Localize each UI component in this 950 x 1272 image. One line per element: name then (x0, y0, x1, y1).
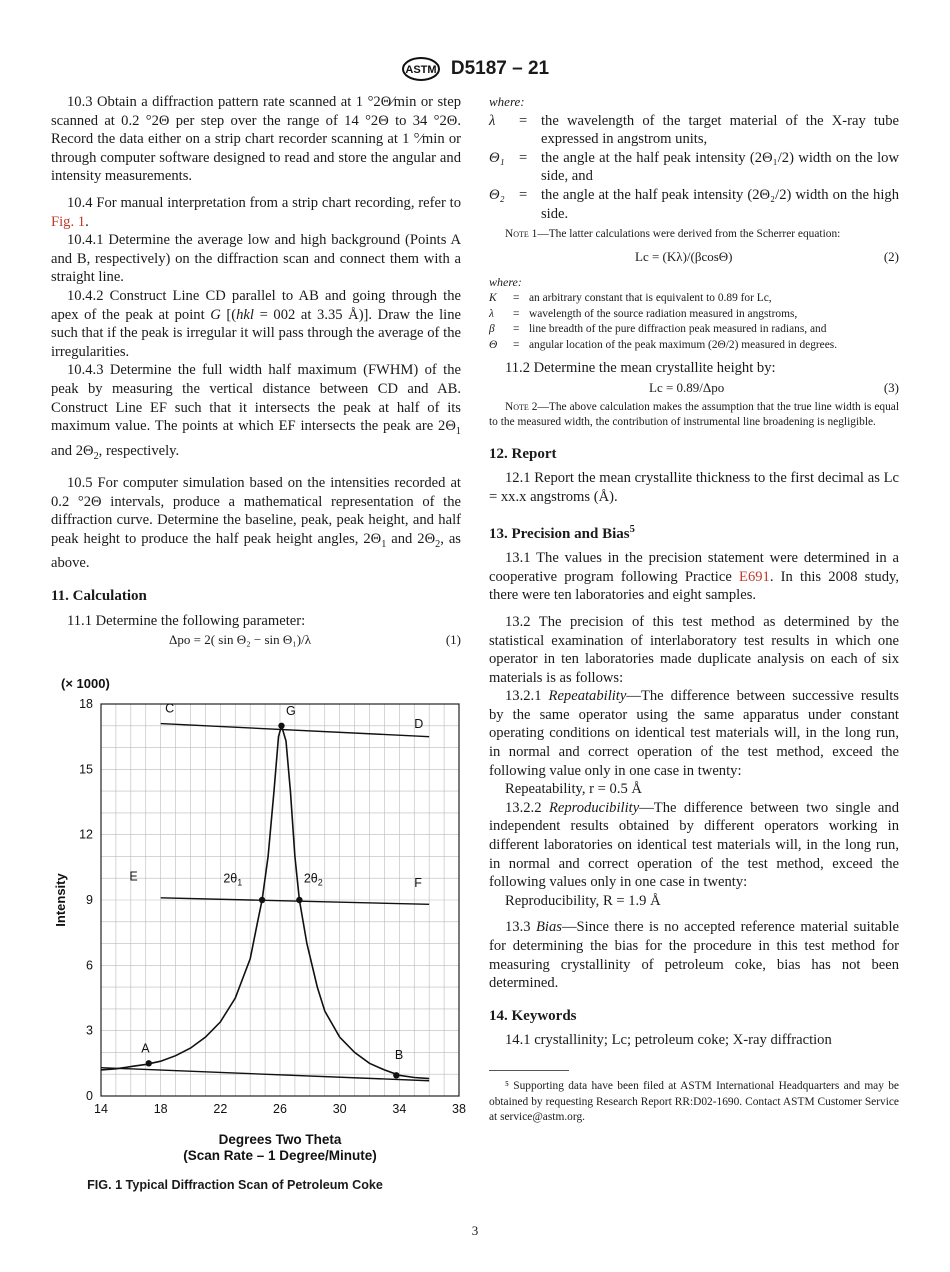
figure-caption: FIG. 1 Typical Diffraction Scan of Petroleum Coke (87, 1178, 383, 1192)
x-tick-label: 22 (213, 1102, 228, 1116)
definition2-symbol: Θ (489, 338, 498, 351)
note-1: Note 1—The latter calculations were derived from the Scherrer equation: (505, 228, 841, 241)
point-a (146, 1060, 152, 1066)
x-tick-label: 14 (94, 1102, 108, 1116)
y-tick-label: 12 (79, 827, 93, 842)
definition-symbol: Θ₁ (489, 149, 505, 166)
point-b (393, 1072, 399, 1078)
x-axis-label: Degrees Two Theta (218, 1132, 342, 1147)
point-g (278, 723, 284, 729)
y-tick-label: 18 (79, 697, 93, 711)
definition-symbol: Θ₂ (489, 186, 505, 203)
svg-text:ASTM: ASTM (405, 64, 437, 76)
para-10-4-2: 10.4.2 Construct Line CD parallel to AB and going through the apex of the peak at point G [(hkl = 002 at 3.35 Å)]. Draw the line such that if the peak is irregular it will pass through the average of the irregularities. (51, 287, 462, 360)
left-column (51, 93, 461, 652)
definition-text: the angle at the half peak intensity (2Θ₂/2) width on the high side. (541, 186, 899, 222)
x-tick-label: 26 (273, 1102, 287, 1116)
point-2θ1 (259, 897, 265, 903)
label-f: F (414, 875, 422, 890)
para-13-2-1: 13.2.1 Repeatability—The difference between successive results by the same operator using the same apparatus under constant operating conditions on identical test materials will, in the long run, in normal and correct operation of the test method, exceed the following value only in one case in twenty: (489, 688, 899, 779)
x-tick-label: 38 (452, 1102, 466, 1116)
definition2-text: line breadth of the pure diffraction peak measured in radians, and (529, 323, 827, 336)
label-g: G (285, 703, 296, 718)
para-13-3: 13.3 Bias—Since there is no accepted reference material suitable for determining the bias for the procedure in this test method for measuring crystallinity of petroleum coke, bias has not been determined. (489, 919, 899, 992)
definition-text: the angle at the half peak intensity (2Θ₁/2) width on the low side, and (541, 149, 899, 185)
label-d: D (414, 716, 424, 731)
x-tick-label: 18 (153, 1102, 168, 1116)
para-10-4-3: 10.4.3 Determine the full width half maximum (FWHM) of the peak by measuring the vertical distance between CD and AB. Construct Line EF such that it intersects the peak at half of its maximum value. The points at which EF intersects the peak are $2\Theta_1$ and $2\Theta_2$, respectively. (51, 362, 461, 462)
definition-equals: = (519, 112, 528, 129)
y-tick-label: 6 (86, 958, 93, 973)
para-10-4: 10.4 For manual interpretation from a strip chart recording, refer to Fig. 1. (51, 194, 461, 230)
chart-title: (× 1000) (61, 676, 110, 691)
para-12-1: 12.1 Report the mean crystallite thickness to the first decimal as Lc = xx.x angstroms (Å). (489, 470, 899, 505)
definition2-equals: = (513, 323, 520, 336)
para-14-1: 14.1 crystallinity; Lc; petroleum coke; X-ray diffraction (505, 1032, 832, 1049)
point-2θ2 (296, 897, 302, 903)
figure-1 (51, 676, 466, 1196)
page-number: 3 (471, 1223, 479, 1238)
footnote-5: ⁵ Supporting data have been filed at ASTM International Headquarters and may be obtained by requesting Research Report RR:D02-1690. Contact ASTM Customer Service at service@astm.org. (489, 1079, 899, 1124)
definition2-text: an arbitrary constant that is equivalent to 0.89 for Lc, (529, 292, 772, 305)
fig1-link[interactable]: Fig. 1 (51, 213, 86, 230)
section-11-heading: 11. Calculation (51, 587, 147, 604)
y-tick-label: 0 (86, 1089, 93, 1103)
footnote-rule (489, 1070, 569, 1071)
diffraction-chart (51, 676, 466, 1176)
label-b: B (394, 1047, 404, 1062)
para-11-1: 11.1 Determine the following parameter: (67, 612, 306, 629)
definition-symbol: λ (489, 112, 496, 129)
para-13-1: 13.1 The values in the precision statement were determined in a cooperative program following Practice E691. In this 2008 study, there were ten laboratories and eight samples. (489, 550, 900, 604)
definition2-equals: = (513, 307, 520, 320)
right-column (489, 93, 899, 1126)
definition2-text: wavelength of the source radiation measured in angstroms, (529, 307, 798, 320)
section-14-heading: 14. Keywords (489, 1007, 577, 1024)
equation-2: Lc = (Kλ)/(βcosΘ) (2) (635, 248, 899, 264)
definition-equals: = (519, 186, 528, 203)
section-12-heading: 12. Report (489, 445, 557, 462)
y-tick-label: 15 (79, 762, 93, 777)
definition2-symbol: β (489, 323, 495, 336)
para-13-2-2: 13.2.2 Reproducibility—The difference between two single and independent results obtained by different operators working in different laboratories on identical test materials will, in the long run, in normal and correct operation of the test method, exceed the following values only in one case in twenty: (489, 799, 899, 891)
definition2-equals: = (513, 338, 520, 351)
y-tick-label: 9 (86, 893, 93, 907)
label-2theta1: $2\theta_1$ (223, 871, 243, 888)
document-code: D5187 – 21 (450, 58, 550, 79)
x-tick-label: 30 (332, 1102, 347, 1116)
para-10-5: 10.5 For computer simulation based on the intensities recorded at 0.2 °2Θ intervals, produce a mathematical representation of the diffraction curve. Determine the baseline, peak, peak height, and half peak height to produce the half peak height angles, $2\Theta_1$ and $2\Theta_2$, as above. (51, 475, 461, 572)
definitions-list (489, 112, 899, 224)
page-header (0, 56, 950, 82)
equation-1: Δpo = 2( sin Θ₂ − sin Θ₁)/λ (1) (169, 632, 461, 648)
where-label-2: where: (489, 274, 522, 289)
definition2-symbol: K (489, 292, 497, 305)
definition2-symbol: λ (489, 307, 494, 320)
x-axis-label-2: (Scan Rate – 1 Degree/Minute) (183, 1148, 377, 1163)
equation-3: Lc = 0.89/Δpo (3) (649, 379, 899, 395)
definition-equals: = (519, 149, 528, 166)
definition2-text: angular location of the peak maximum (2Θ/2) measured in degrees. (529, 338, 838, 351)
repeatability-value: Repeatability, r = 0.5 Å (505, 781, 642, 798)
para-10-4-1: 10.4.1 Determine the average low and high background (Points A and B, respectively) on the diffraction scan and connect them with a straight line. (51, 232, 461, 286)
section-13-heading: 13. Precision and Bias$^5$ (489, 523, 635, 542)
e691-link[interactable]: E691 (739, 568, 770, 585)
label-2theta2: $2\theta_2$ (303, 871, 323, 888)
y-tick-label: 3 (86, 1023, 93, 1038)
para-11-2: 11.2 Determine the mean crystallite height by: (505, 359, 776, 376)
x-tick-label: 34 (392, 1102, 407, 1116)
definition2-equals: = (513, 292, 520, 305)
where-label: where: (489, 94, 525, 109)
reproducibility-value: Reproducibility, R = 1.9 Å (505, 892, 661, 909)
para-10-3: 10.3 Obtain a diffraction pattern rate scanned at 1 °2Θ⁄min or step scanned at 0.2 °2Θ per step over the range of 14 °2Θ to 34 °2Θ. Record the data either on a strip chart recorder scanning at 1 °⁄min or through computer software designed to read and store the angular and intensity measurements. (51, 94, 461, 185)
label-a: A (141, 1041, 150, 1056)
definition-text: the wavelength of the target material of the X-ray tube expressed in angstrom units, (541, 112, 899, 148)
astm-logo-icon (401, 56, 441, 82)
para-13-2: 13.2 The precision of this test method as determined by the statistical examination of interlaboratory test results in which one operator in ten laboratories made duplicate analysis on each of six materials is as follows: (489, 613, 899, 686)
y-axis-label: Intensity (53, 873, 68, 927)
label-c: C (165, 701, 175, 716)
label-e: E (129, 869, 138, 884)
note-2: Note 2—The above calculation makes the assumption that the true line width is equal to the measured width, the contribution of instrumental line broadening is negligible. (489, 400, 899, 429)
definitions-list-2 (489, 291, 899, 353)
